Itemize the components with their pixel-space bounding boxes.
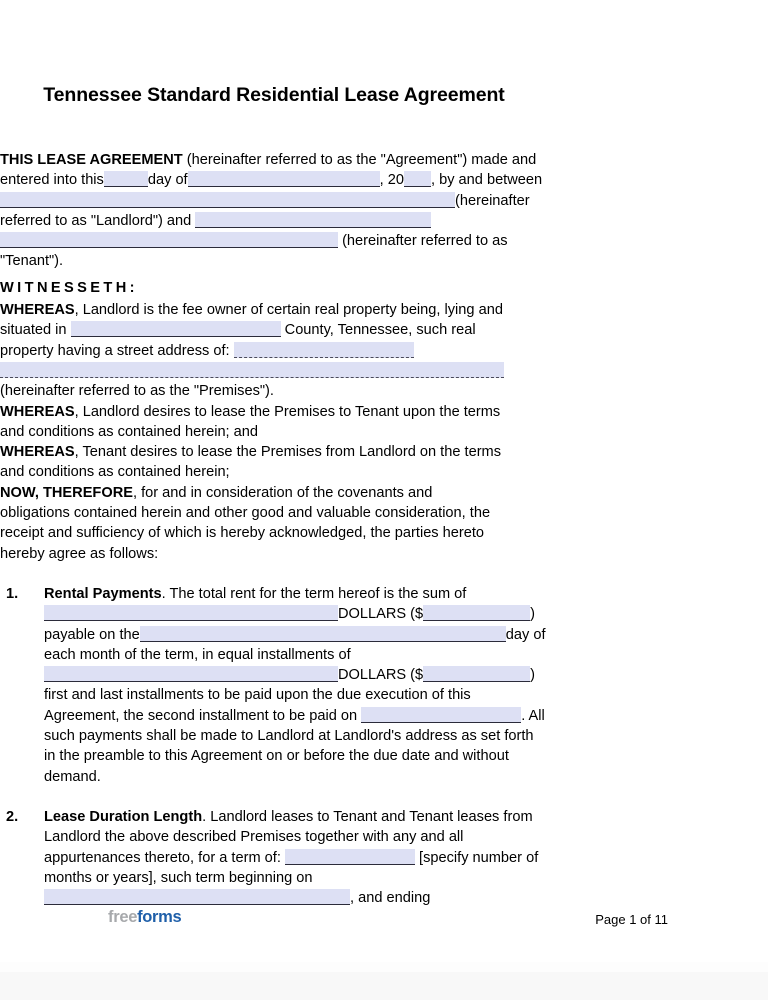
section-1-paragraph [44,584,548,787]
whereas-2-lead: WHEREAS [0,403,75,420]
section-2-number: 2. [6,808,19,825]
tenant-name-field-b[interactable] [0,232,338,248]
section-1-text-8: first and last installments to be paid upon the due execution of this Agreement, the second installment to be paid on [44,687,471,724]
street-address-field-line1[interactable] [234,342,414,358]
numbered-sections [0,584,548,908]
page-title: Tennessee Standard Residential Lease Agreement [43,84,505,106]
county-field[interactable] [71,321,281,337]
spacer-2 [0,787,548,807]
section-2-text-3: , and ending [350,890,431,907]
whereas-2-text: , Landlord desires to lease the Premises to Tenant upon the terms and conditions as contained herein; and [0,403,501,440]
section-1-heading: Rental Payments [44,585,162,602]
section-1-text-1: . The total rent for the term hereof is the sum of [161,585,467,602]
preamble-text-1: (hereinafter referred to as the "Agreement") made and entered into this [0,152,537,189]
logo-text-forms: forms [137,908,182,926]
day-field[interactable] [104,171,148,187]
section-rental-payments [0,584,548,787]
now-therefore-lead: NOW, THEREFORE [0,484,133,501]
total-rent-words-field[interactable] [44,605,338,621]
preamble-text-4: , by and between [430,172,543,189]
whereas-1-text-b: County, Tennessee, such real property having a street address of: [0,322,476,359]
spacer [0,564,548,584]
section-1-text-5: day of each month of the term, in equal installments of [44,626,546,663]
year-field[interactable] [404,171,431,187]
payment-day-field[interactable] [140,626,506,642]
section-2-text-1: . Landlord leases to Tenant and Tenant leases from Landlord the above described Premises together with any and all appurtenances thereto, for a term of: [44,808,533,866]
whereas-clause-2 [0,402,504,443]
page-gap [0,962,768,972]
section-1-number: 1. [6,585,19,602]
landlord-name-field[interactable] [0,192,455,208]
page-number: Page 1 of 11 [595,912,668,927]
section-1-text-4: payable on the [44,626,140,643]
now-therefore-clause [0,483,504,564]
second-installment-date-field[interactable] [361,707,521,723]
section-1-text-10: All such payments shall be made to Landlord at Landlord's address as set forth in the preamble to this Agreement on or before the due date and without demand. [44,707,545,785]
preamble-lead: THIS LEASE AGREEMENT [0,152,183,168]
installment-words-field[interactable] [44,666,338,682]
logo-text-free: free [108,908,138,926]
preamble-text-3: , 20 [379,172,404,189]
whereas-1-text-a: , Landlord is the fee owner of certain real property being, lying and situated in [0,302,503,339]
next-page-edge [0,972,768,1000]
installment-amount-field[interactable] [423,666,530,682]
now-therefore-text: , for and in consideration of the covenants and obligations contained herein and other good and valuable consideration, the receipt and sufficiency of which is hereby acknowledged, the parties hereto hereby agree as follows: [0,484,491,562]
total-rent-amount-group [338,606,535,622]
preamble-paragraph [0,150,548,272]
page-footer [108,908,668,934]
whereas-clause-1 [0,300,504,401]
whereas-clause-3 [0,442,504,483]
whereas-1-lead: WHEREAS [0,302,75,319]
section-lease-duration [0,807,548,908]
section-1-text-3: ) [530,606,536,623]
lease-term-field[interactable] [285,849,415,865]
preamble-text-6: (hereinafter referred to as "Tenant"). [0,233,508,270]
witnesseth-heading: WITNESSETH: [0,279,138,296]
preamble-text-2: day of [147,172,188,189]
lease-begin-date-field[interactable] [44,889,350,905]
total-rent-amount-field[interactable] [423,605,530,621]
whereas-3-lead: WHEREAS [0,444,75,461]
street-address-field-line2[interactable] [0,362,504,378]
whereas-1-text-c: (hereinafter referred to as the "Premises"). [0,383,274,400]
preamble-text-5: (hereinafter referred to as "Landlord") and [0,192,530,229]
section-2-text-2: [specify number of months or years], such term beginning on [44,849,539,886]
section-2-paragraph [44,807,548,908]
tenant-name-field-a[interactable] [195,212,431,228]
document-body [0,150,548,908]
section-2-heading: Lease Duration Length [44,808,203,825]
whereas-3-text: , Tenant desires to lease the Premises from Landlord on the terms and conditions as contained herein; [0,444,502,481]
section-1-text-9: . [521,707,526,724]
month-field[interactable] [188,171,380,187]
freeforms-logo[interactable] [108,908,181,927]
section-1-text-2: DOLLARS ($ [338,606,424,623]
installment-amount-group [338,667,535,683]
section-1-text-7: ) [530,667,536,684]
section-1-text-6: DOLLARS ($ [338,667,424,684]
